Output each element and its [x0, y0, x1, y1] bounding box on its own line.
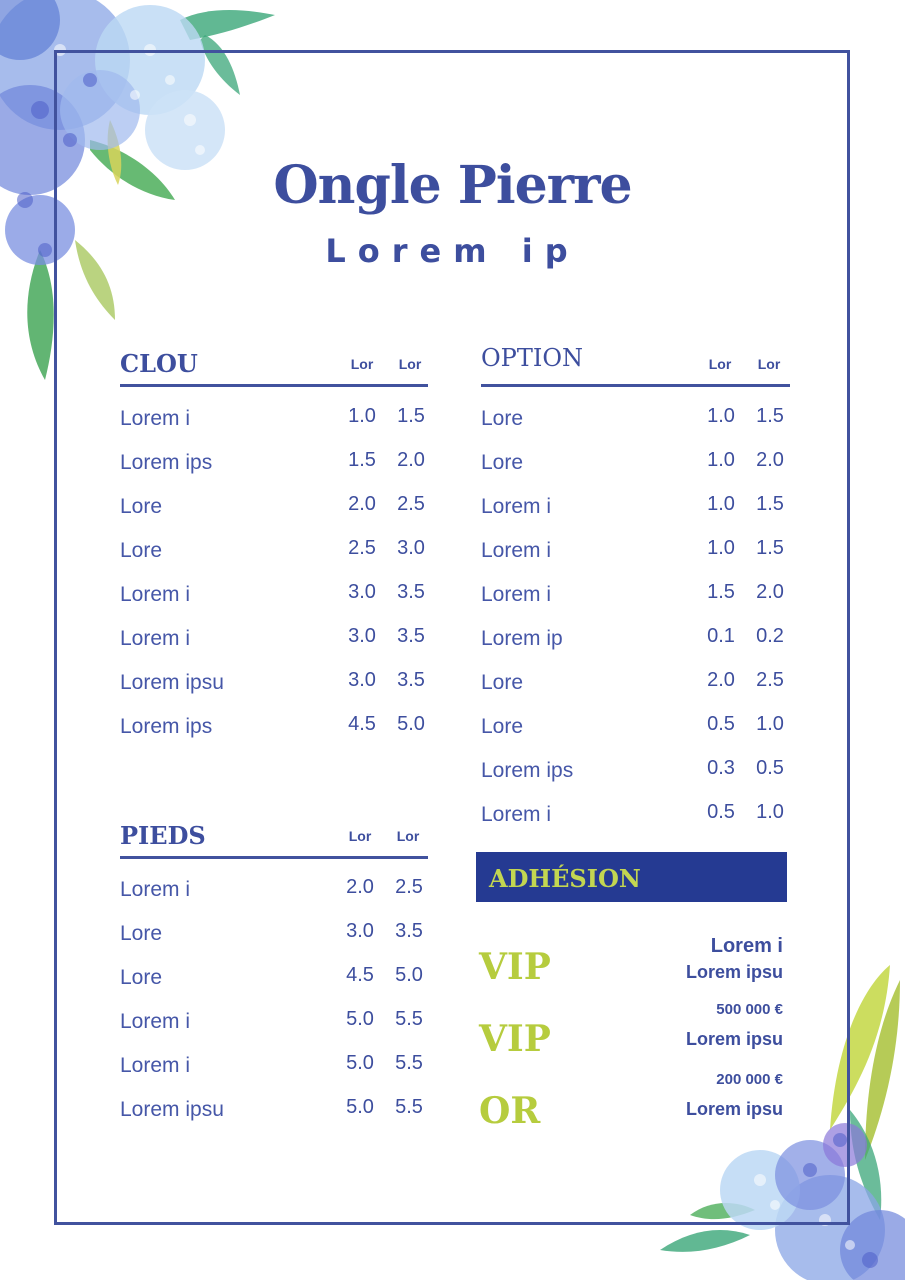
item-price-2: 2.5 [397, 493, 425, 515]
pieds-col1-header: Lor [348, 828, 372, 844]
item-price-2: 1.5 [756, 537, 784, 559]
item-price-2: 3.5 [397, 669, 425, 691]
item-price-1: 5.0 [346, 1096, 374, 1118]
list-item [481, 443, 790, 487]
item-price-2: 2.5 [395, 876, 423, 898]
tier-description: Lorem ipsu [685, 962, 783, 982]
option-col2-header: Lor [757, 356, 781, 372]
item-price-1: 1.0 [707, 537, 735, 559]
item-price-1: 1.5 [707, 581, 735, 603]
pieds-title: PIEDS [120, 821, 206, 850]
item-price-2: 3.5 [397, 625, 425, 647]
clou-col2-header: Lor [398, 356, 422, 372]
item-name: Lore [481, 715, 524, 738]
list-item [120, 531, 428, 575]
page-subtitle: Lorem ip [325, 232, 580, 270]
item-name: Lorem i [120, 1010, 191, 1033]
list-item [481, 663, 790, 707]
tier-description: Lorem ipsu [685, 1099, 783, 1119]
item-price-1: 0.5 [707, 713, 735, 735]
tier-price: 500 000 € [716, 1001, 783, 1018]
list-item [120, 707, 428, 751]
pieds-header [120, 822, 428, 859]
item-name: Lore [481, 451, 524, 474]
item-price-1: 4.5 [346, 964, 374, 986]
item-name: Lorem i [481, 803, 552, 826]
list-item [120, 487, 428, 531]
list-item [120, 1046, 428, 1090]
list-item [481, 751, 790, 795]
item-price-2: 1.5 [756, 405, 784, 427]
list-item [120, 399, 428, 443]
list-item [481, 531, 790, 575]
list-item [120, 1002, 428, 1046]
list-item [120, 870, 428, 914]
list-item [481, 619, 790, 663]
item-name: Lorem ipsu [120, 671, 224, 694]
item-price-2: 2.5 [756, 669, 784, 691]
tier-description: Lorem ipsu [685, 1029, 783, 1049]
item-name: Lorem i [120, 878, 191, 901]
item-price-2: 0.5 [756, 757, 784, 779]
item-name: Lorem ips [481, 759, 574, 782]
item-name: Lore [120, 966, 163, 989]
item-name: Lorem i [481, 583, 552, 606]
clou-header [120, 350, 428, 387]
list-item [481, 399, 790, 443]
tier-price: 200 000 € [716, 1071, 783, 1088]
clou-list [120, 399, 428, 751]
item-name: Lorem i [481, 539, 552, 562]
list-item [481, 487, 790, 531]
item-price-1: 0.5 [707, 801, 735, 823]
item-price-2: 3.0 [397, 537, 425, 559]
option-header [481, 344, 790, 387]
list-item [481, 575, 790, 619]
adhesion-heading: Lorem i [710, 935, 783, 957]
item-price-2: 2.0 [397, 449, 425, 471]
item-name: Lorem ips [120, 715, 213, 738]
item-price-2: 2.0 [756, 449, 784, 471]
item-name: Lorem i [120, 1054, 191, 1077]
option-section [481, 344, 790, 839]
item-price-2: 1.5 [756, 493, 784, 515]
option-title: OPTION [481, 344, 583, 372]
list-item [120, 958, 428, 1002]
clou-col1-header: Lor [350, 356, 374, 372]
list-item [481, 795, 790, 839]
item-price-2: 1.0 [756, 713, 784, 735]
list-item [120, 443, 428, 487]
item-name: Lorem i [120, 627, 191, 650]
item-price-1: 1.0 [707, 493, 735, 515]
tier-name: VIP [479, 946, 551, 988]
list-item [120, 663, 428, 707]
item-name: Lore [120, 922, 163, 945]
item-price-2: 0.2 [756, 625, 784, 647]
item-name: Lore [481, 671, 524, 694]
pieds-list [120, 870, 428, 1134]
item-price-1: 3.0 [348, 581, 376, 603]
item-price-1: 1.0 [348, 405, 376, 427]
item-price-1: 2.5 [348, 537, 376, 559]
item-price-2: 1.5 [397, 405, 425, 427]
item-price-1: 3.0 [346, 920, 374, 942]
option-list [481, 399, 790, 839]
item-price-1: 5.0 [346, 1052, 374, 1074]
item-name: Lore [481, 407, 524, 430]
item-price-2: 5.5 [395, 1096, 423, 1118]
item-name: Lorem ips [120, 451, 213, 474]
list-item [120, 575, 428, 619]
clou-title: CLOU [120, 349, 198, 378]
item-price-2: 3.5 [397, 581, 425, 603]
list-item [120, 1090, 428, 1134]
item-price-1: 0.1 [707, 625, 735, 647]
item-price-1: 2.0 [707, 669, 735, 691]
list-item [120, 619, 428, 663]
item-name: Lorem i [120, 407, 191, 430]
item-name: Lorem i [120, 583, 191, 606]
item-name: Lore [120, 539, 163, 562]
pieds-section [120, 822, 428, 1134]
item-name: Lorem ip [481, 627, 563, 650]
item-name: Lore [120, 495, 163, 518]
item-price-1: 1.5 [348, 449, 376, 471]
option-col1-header: Lor [708, 356, 732, 372]
item-price-2: 5.0 [395, 964, 423, 986]
list-item [481, 707, 790, 751]
item-price-2: 1.0 [756, 801, 784, 823]
item-price-1: 2.0 [346, 876, 374, 898]
list-item [120, 914, 428, 958]
item-price-2: 3.5 [395, 920, 423, 942]
tier-name: VIP [479, 1018, 551, 1060]
item-price-2: 5.0 [397, 713, 425, 735]
page-title: Ongle Pierre [273, 155, 632, 216]
adhesion-title: ADHÉSION [489, 864, 641, 893]
item-name: Lorem ipsu [120, 1098, 224, 1121]
item-price-1: 4.5 [348, 713, 376, 735]
pieds-col2-header: Lor [396, 828, 420, 844]
item-name: Lorem i [481, 495, 552, 518]
item-price-1: 0.3 [707, 757, 735, 779]
item-price-2: 5.5 [395, 1008, 423, 1030]
adhesion-banner [476, 852, 787, 902]
item-price-2: 5.5 [395, 1052, 423, 1074]
item-price-1: 2.0 [348, 493, 376, 515]
item-price-1: 3.0 [348, 669, 376, 691]
item-price-1: 5.0 [346, 1008, 374, 1030]
item-price-1: 1.0 [707, 449, 735, 471]
clou-section [120, 350, 428, 751]
tier-name: OR [479, 1090, 541, 1132]
item-price-1: 1.0 [707, 405, 735, 427]
item-price-2: 2.0 [756, 581, 784, 603]
item-price-1: 3.0 [348, 625, 376, 647]
